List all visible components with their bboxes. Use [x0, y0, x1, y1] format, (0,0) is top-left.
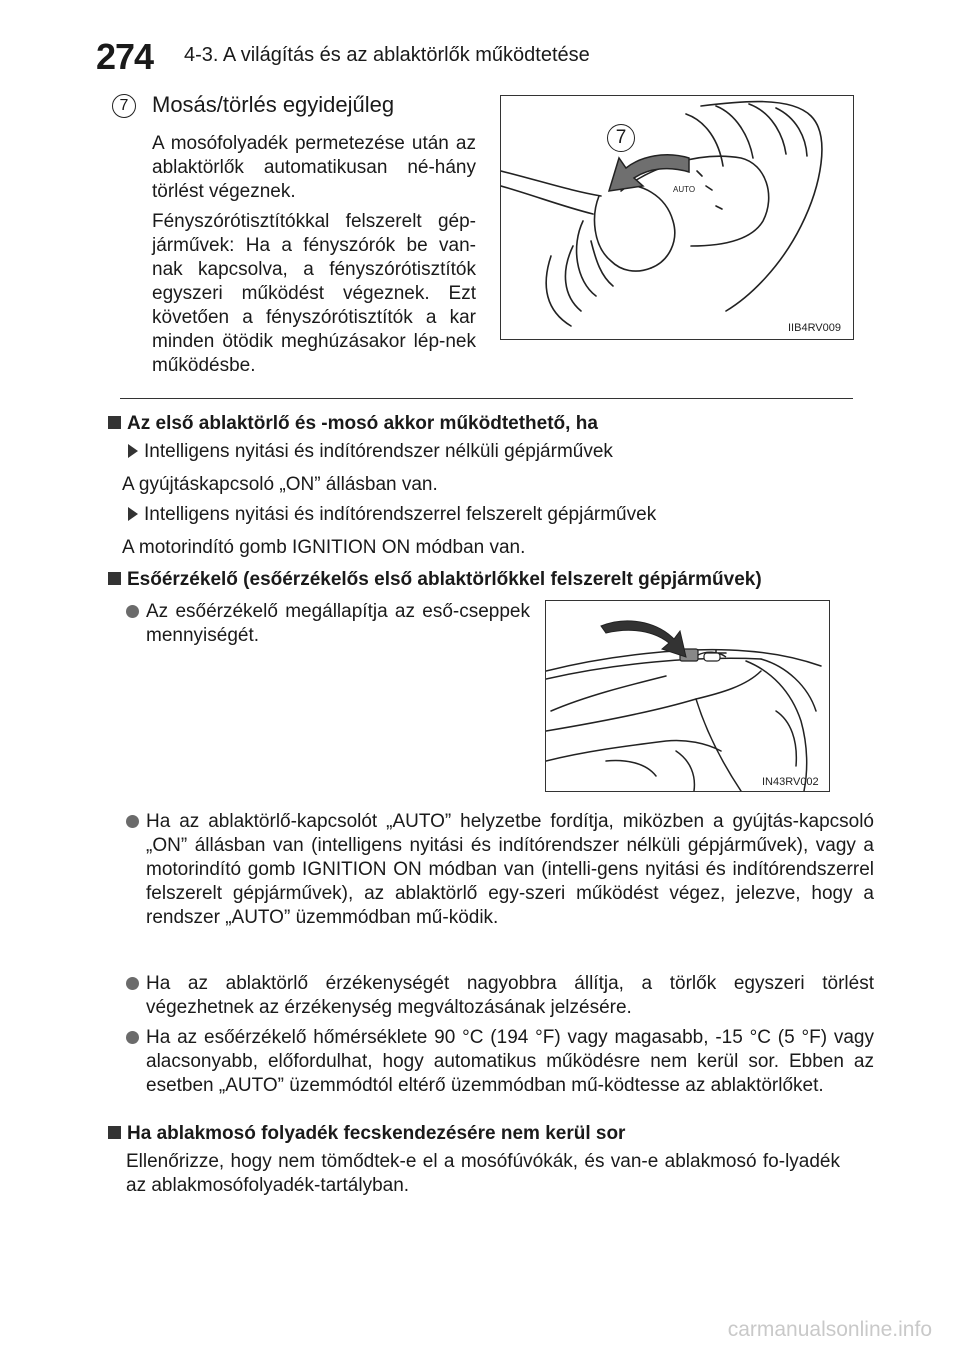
- rain-sensor-bullet-2: Ha az ablaktörlő-kapcsolót „AUTO” helyzetbe fordítja, miközben a gyújtás-kapcsoló „ON” állásban van (intelligens nyitási és indítórendszer nélküli gépjárművek), vagy a motorindító gomb IGNITION ON módban van (intelli-gens nyitási és indítórendszerrel felszerelt gépjárművek), az ablaktörlő egy-szeri működést végez, jelezve, hogy a rendszer „AUTO” üzemmódban mű-ködik.: [126, 810, 874, 930]
- section-divider: [120, 398, 853, 399]
- dot-bullet-icon: [126, 1031, 139, 1044]
- dot-bullet-icon: [126, 977, 139, 990]
- rain-sensor-heading: Esőérzékelő (esőérzékelős első ablaktörlőkkel felszerelt gépjárművek): [108, 568, 762, 592]
- triangle-bullet-icon: [128, 507, 138, 521]
- step-7-paragraph-2: Fényszórótisztítókkal felszerelt gép-járművek: Ha a fényszórók be van-nak kapcsolva, a fényszórótisztítók egyszeri működést végeznek. Ezt követően a fényszórótisztítók a kar minden ötödik meghúzásakor lép-nek működésbe.: [152, 211, 476, 376]
- hand-lever-drawing: [501, 96, 853, 339]
- operable-item-2-text: A motorindító gomb IGNITION ON módban van.: [122, 537, 526, 558]
- image-code: IN43RV002: [762, 776, 819, 788]
- image-callout-7: 7: [607, 124, 635, 152]
- dot-bullet-icon: [126, 605, 139, 618]
- rain-sensor-bullet-3: Ha az ablaktörlő érzékenységét nagyobbra állítja, a törlők egyszeri törlést végezhetnek az érzékenység megváltozásának jelzésére.: [126, 972, 874, 1020]
- square-bullet-icon: [108, 1126, 121, 1139]
- triangle-bullet-icon: [128, 444, 138, 458]
- step-7-paragraph-1: A mosófolyadék permetezése után az ablaktörlők automatikusan né-hány törlést végeznek.: [152, 133, 476, 202]
- operable-item-1-label: Intelligens nyitási és indítórendszer nélküli gépjárművek: [128, 440, 613, 464]
- image-code: IIB4RV009: [788, 322, 842, 334]
- step-7-title: Mosás/törlés egyidejűleg: [152, 92, 395, 117]
- wiper-lever-illustration: [500, 95, 854, 340]
- car-windshield-drawing: [546, 601, 829, 791]
- watermark: carmanualsonline.info: [727, 1318, 932, 1341]
- no-fluid-heading: Ha ablakmosó folyadék fecskendezésére nem kerül sor: [108, 1122, 625, 1146]
- chapter-title: 4-3. A világítás és az ablaktörlők működtetése: [184, 44, 590, 66]
- step-7-badge: 7: [112, 94, 136, 118]
- rain-sensor-bullet-1: Az esőérzékelő megállapítja az eső-cseppek mennyiségét.: [126, 600, 530, 648]
- windshield-sensor-illustration: [545, 600, 830, 792]
- dot-bullet-icon: [126, 815, 139, 828]
- no-fluid-text: Ellenőrizze, hogy nem tömődtek-e el a mosófúvókák, és van-e ablakmosó fo-lyadék az ablakmosófolyadék-tartályban.: [126, 1151, 840, 1196]
- svg-text:AUTO: AUTO: [673, 185, 696, 194]
- operable-item-1-text: A gyújtáskapcsoló „ON” állásban van.: [122, 474, 438, 495]
- square-bullet-icon: [108, 572, 121, 585]
- square-bullet-icon: [108, 416, 121, 429]
- operable-heading: Az első ablaktörlő és -mosó akkor működtethető, ha: [108, 412, 598, 436]
- page-number: 274: [96, 36, 154, 77]
- operable-item-2-label: Intelligens nyitási és indítórendszerrel felszerelt gépjárművek: [128, 503, 656, 527]
- rain-sensor-bullet-4: Ha az esőérzékelő hőmérséklete 90 °C (194 °F) vagy magasabb, -15 °C (5 °F) vagy alacsonyabb, előfordulhat, hogy automatikus működésre nem kerül sor. Ebben az esetben „AUTO” üzemmódtól eltérő üzemmódban mű-ködtesse az ablaktörlőket.: [126, 1026, 874, 1098]
